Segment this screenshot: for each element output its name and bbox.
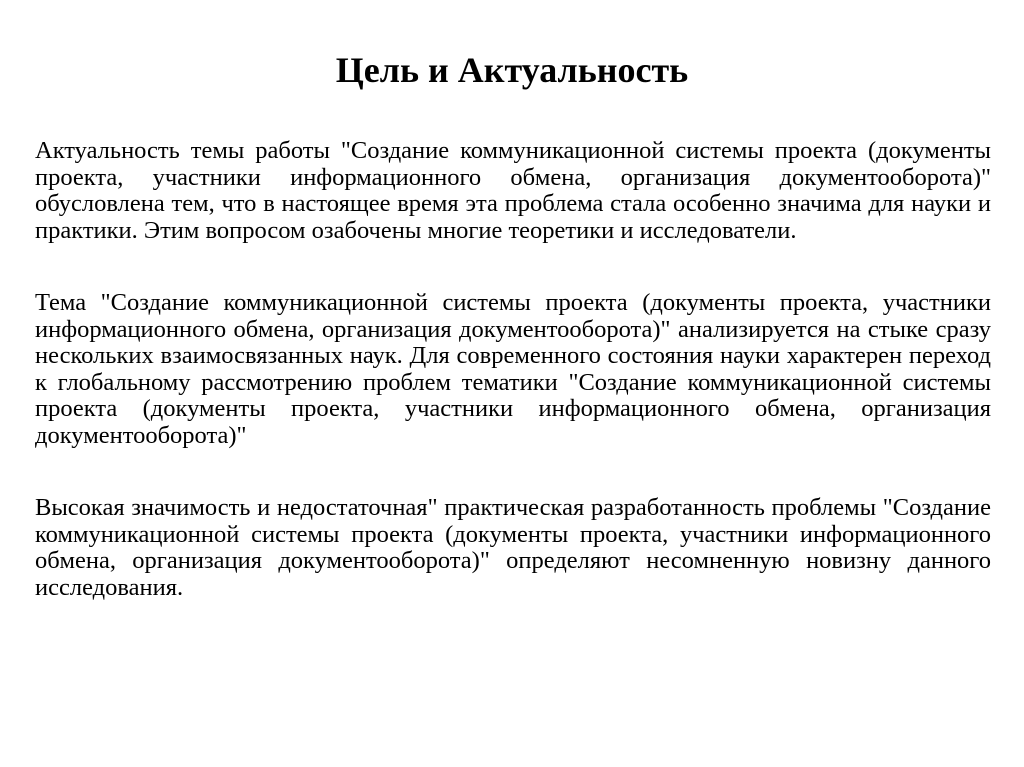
slide-title: Цель и Актуальность	[335, 50, 689, 90]
paragraph-novelty: Высокая значимость и недостаточная" практическая разработанность проблемы "Создание коммуникационной системы проекта (документы проекта, участники информационного обмена, организация документооборота)" определяют несомненную новизну данного исследования.	[35, 494, 991, 601]
paragraph-topic-analysis: Тема "Создание коммуникационной системы проекта (документы проекта, участники информационного обмена, организация документооборота)" анализируется на стыке сразу нескольких взаимосвязанных наук. Для современного состояния науки характерен переход к глобальному рассмотрению проблем тематики "Создание коммуникационной системы проекта (документы проекта, участники информационного обмена, организация документооборота)"	[35, 289, 991, 449]
slide-body	[35, 138, 991, 647]
paragraph-relevance: Актуальность темы работы "Создание коммуникационной системы проекта (документы проекта, участники информационного обмена, организация документооборота)" обусловлена тем, что в настоящее время эта проблема стала особенно значима для науки и практики. Этим вопросом озабочены многие теоретики и исследователи.	[35, 137, 991, 244]
